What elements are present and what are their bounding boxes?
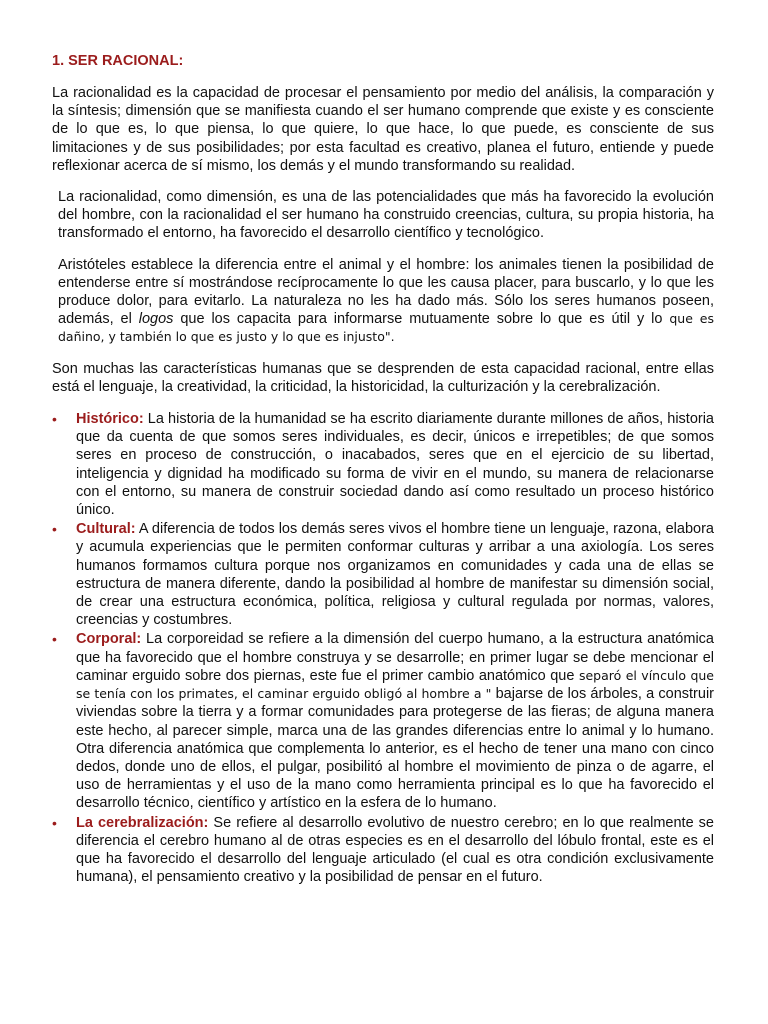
- list-item-cerebralizacion: [52, 814, 714, 887]
- document-page: [52, 52, 714, 887]
- text-historico: La historia de la humanidad se ha escrito diariamente durante millones de años, historia que da cuenta de que somos seres individuales, es decir, únicos e irrepetibles; de que somos seres en proceso de construcción, o inacabados, seres que en el ejercicio de su libertad, inteligencia y dignidad ha modificado su forma de vivir en el mundo, su manera de relacionarse con el entorno, su manera de construir sociedad dando así como resultado un proceso histórico único.: [76, 411, 714, 519]
- text-cerebralizacion: Se refiere al desarrollo evolutivo de nuestro cerebro; en lo que realmente se diferencia el cerebro humano al de otras especies es en el desarrollo del lóbulo frontal, este es el que ha favorecido el desarrollo del lenguaje articulado (el cual es otra condición exclusivamente humana), el pensamiento creativo y la posibilidad de pensar en el futuro.: [76, 814, 714, 886]
- characteristics-list: [52, 410, 714, 886]
- text-corporal-part-3: bajarse de los árboles, a construir viviendas sobre la tierra y a formar comunidades para protegerse de las fieras; de alguna manera este hecho, al parecer simple, marca una de las grandes diferencias entre lo animal y lo humano. Otra diferencia anatómica que complementa lo anterior, es el hecho de tener una mano con cinco dedos, donde uno de ellos, el pulgar, posibilitó al hombre el movimiento de pinza o de agarre, el uso de herramientas y el uso de la mano como herramienta principal es lo que ha favorecido el desarrollo técnico, científico y artístico en la esfera de lo humano.: [76, 686, 714, 812]
- list-item-cultural: [52, 520, 714, 629]
- text-cultural: A diferencia de todos los demás seres vivos el hombre tiene un lenguaje, razona, elabora y acumula experiencias que le permiten conformar culturas y arribar a una axiología. Los seres humanos formamos cultura porque nos organizamos en comunidades y cada una de ellas se estructura de manera diferente, dando la posibilidad al hombre de manifestar su dimensión social, de crear una estructura económica, política, religiosa y cultural regulada por normas, valores, creencias y costumbres.: [76, 521, 714, 629]
- paragraph-characteristics: Son muchas las características humanas que se desprenden de esta capacidad racional, entre ellas está el lenguaje, la creatividad, la criticidad, la historicidad, la culturización y la cerebralización.: [52, 360, 714, 395]
- paragraph-definition: La racionalidad es la capacidad de procesar el pensamiento por medio del análisis, la comparación y la síntesis; dimensión que se manifiesta cuando el ser humano comprende que existe y es consciente de lo que es, lo que piensa, lo que quiere, lo que hace, lo que puede, es consciente de sus limitaciones y de sus posibilidades; por esta facultad es creativo, planea el futuro, entiende y puede reflexionar acerca de sí mismo, los demás y el mundo transformando su realidad.: [52, 85, 714, 174]
- aristotle-text-part-1: Aristóteles establece la diferencia entre el animal y el hombre: los animales tienen la posibilidad de entenderse entre sí mostrándose recíprocamente lo que les causa placer, para buscarlo, y lo que les produce dolor, para evitarlo. La naturaleza no les ha dado más. Sólo los seres humanos poseen, además, el: [58, 256, 714, 328]
- bullet-icon: •: [52, 521, 57, 538]
- bullet-icon: •: [52, 411, 57, 428]
- logos-term: logos: [138, 311, 174, 328]
- term-corporal: Corporal:: [76, 631, 142, 648]
- paragraph-evolution: La racionalidad, como dimensión, es una de las potencialidades que más ha favorecido la evolución del hombre, con la racionalidad el ser humano ha construido creencias, cultura, su propia historia, ha transformado el entorno, ha favorecido el desarrollo científico y tecnológico.: [58, 189, 714, 242]
- text-corporal-part-1: La corporeidad se refiere a la dimensión del cuerpo humano, a la estructura anatómica que ha favorecido que el hombre construya y se desarrolle; en primer lugar se debe mencionar el caminar erguido sobre dos piernas, este fue el primer cambio anatómico que: [76, 631, 714, 684]
- bullet-icon: •: [52, 814, 57, 831]
- text-corporal-part-2: separó el vínculo que se tenía con los primates, el caminar erguido obligó al hombre a ": [76, 667, 714, 702]
- aristotle-text-part-2: que los capacita para informarse mutuamente sobre lo que es útil y lo: [173, 311, 670, 328]
- paragraph-aristotle: [58, 256, 714, 347]
- list-item-historico: [52, 410, 714, 519]
- term-cultural: Cultural:: [76, 521, 136, 538]
- bullet-icon: •: [52, 631, 57, 648]
- aristotle-text-part-3: que es dañino, y también lo que es justo y lo que es injusto".: [58, 311, 714, 345]
- term-historico: Histórico:: [76, 411, 144, 428]
- term-cerebralizacion: La cerebralización:: [76, 814, 209, 831]
- list-item-corporal: [52, 630, 714, 812]
- section-heading: 1. SER RACIONAL:: [52, 53, 184, 69]
